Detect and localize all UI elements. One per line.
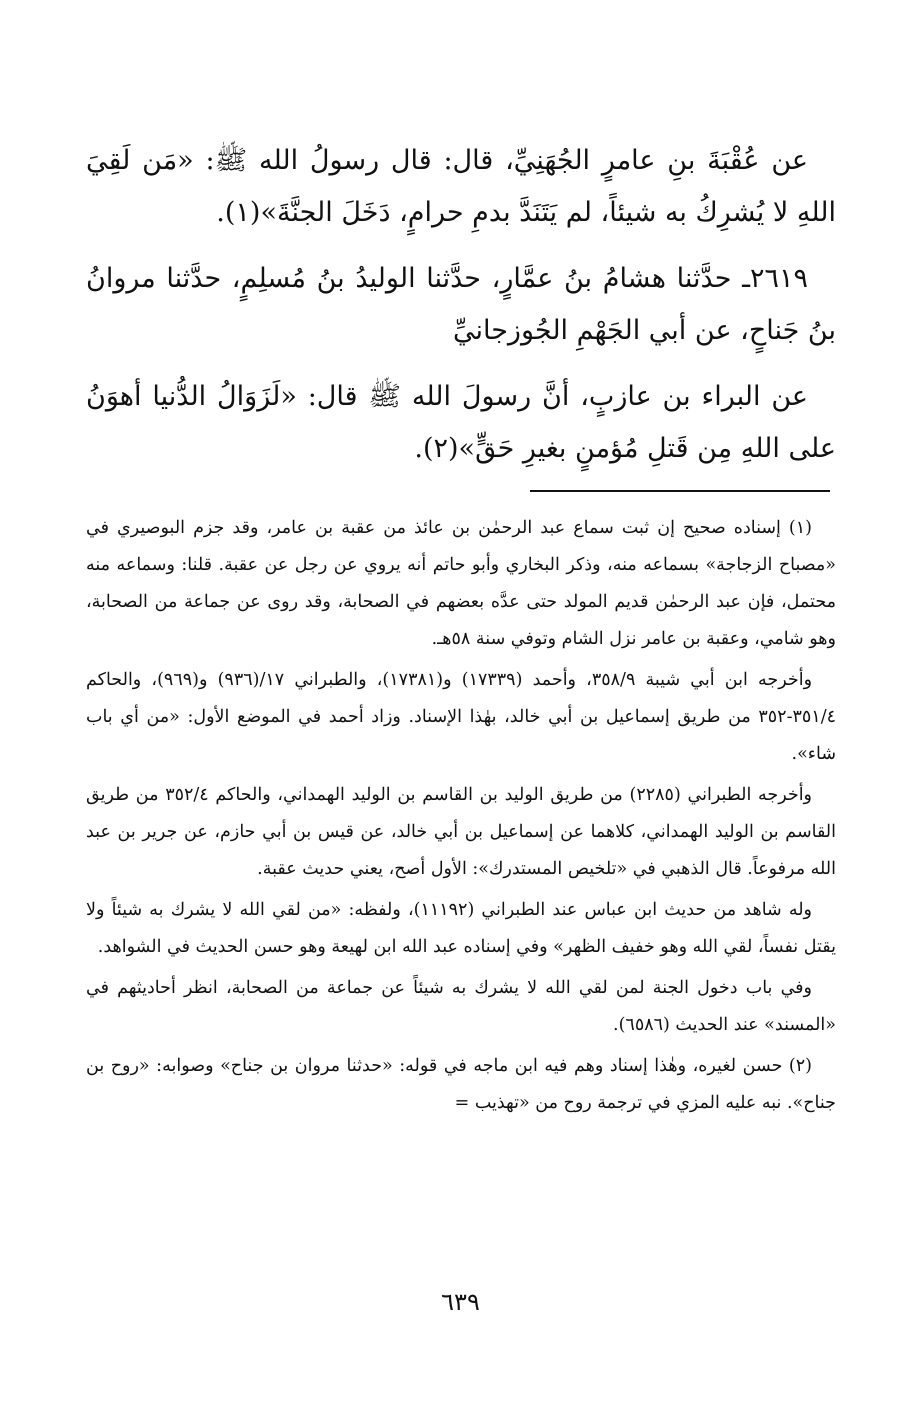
main-text xyxy=(86,135,836,489)
footnote-1-continued-b: وأخرجه الطبراني (٢٢٨٥) من طريق الوليد بن القاسم بن الوليد الهمداني، والحاكم ٣٥٢/٤ من طريق القاسم بن الوليد الهمداني، كلاهما عن إسماعيل بن أبي خالد، عن قيس بن أبي حازم، عن جرير بن عبد الله مرفوعاً. قال الذهبي في «تلخيص المستدرك»: الأول أصح، يعني حديث عقبة. xyxy=(86,785,836,879)
hadith-paragraph-1: عن عُقْبَةَ بنِ عامرٍ الجُهَنِيِّ، قال: قال رسولُ الله ﷺ: «مَن لَقِيَ اللهِ لا يُشرِكُ به شيئاً، لم يَتَنَدَّ بدمِ حرامٍ، دَخَلَ الجنَّةَ»(١). xyxy=(86,145,836,228)
hadith-paragraph-2: ٢٦١٩ـ حدَّثنا هشامُ بنُ عمَّارٍ، حدَّثنا الوليدُ بنُ مُسلِمٍ، حدَّثنا مروانُ بنُ جَناحٍ، عن أبي الجَهْمِ الجُوزجانيِّ xyxy=(86,263,836,346)
footnote-1-continued-a: وأخرجه ابن أبي شيبة ٣٥٨/٩، وأحمد (١٧٣٣٩) و(١٧٣٨١)، والطبراني ١٧/(٩٣٦) و(٩٦٩)، والحاكم ٣٥١/٤-٣٥٢ من طريق إسماعيل بن أبي خالد، بهٰذا الإسناد. وزاد أحمد في الموضع الأول: «من أي باب شاء». xyxy=(86,670,836,764)
footnote-1-continued-d: وفي باب دخول الجنة لمن لقي الله لا يشرك به شيئاً عن جماعة من الصحابة، انظر أحاديثهم في «المسند» عند الحديث (٦٥٨٦). xyxy=(86,978,836,1035)
page-number: ٦٣٩ xyxy=(441,1288,480,1316)
footnote-2: (٢) حسن لغيره، وهٰذا إسناد وهم فيه ابن ماجه في قوله: «حدثنا مروان بن جناح» وصوابه: «روح بن جناح». نبه عليه المزي في ترجمة روح من «تهذيب = xyxy=(86,1056,836,1113)
footnote-1: (١) إسناده صحيح إن ثبت سماع عبد الرحمٰن بن عائذ من عقبة بن عامر، وقد جزم البوصيري في «مصباح الزجاجة» بسماعه منه، وذكر البخاري وأبو حاتم أنه يروي عن رجل عن عقبة. قلنا: وسماعه منه محتمل، فإن عبد الرحمٰن قديم المولد حتى عدَّه بعضهم في الصحابة، وقد روى عن جماعة من الصحابة، وهو شامي، وعقبة بن عامر نزل الشام وتوفي سنة ٥٨هـ. xyxy=(86,518,836,649)
hadith-paragraph-3: عن البراء بن عازبٍ، أنَّ رسولَ الله ﷺ قال: «لَزَوَالُ الدُّنيا أهوَنُ على اللهِ مِن قَتلِ مُؤمنٍ بغيرِ حَقٍّ»(٢). xyxy=(86,381,836,464)
footnote-separator xyxy=(530,490,830,492)
footnotes xyxy=(86,510,836,1126)
footnote-1-continued-c: وله شاهد من حديث ابن عباس عند الطبراني (١١١٩٢)، ولفظه: «من لقي الله لا يشرك به شيئاً ولا يقتل نفساً، لقي الله وهو خفيف الظهر» وفي إسناده عبد الله ابن لهيعة وهو حسن الحديث في الشواهد. xyxy=(86,900,836,957)
